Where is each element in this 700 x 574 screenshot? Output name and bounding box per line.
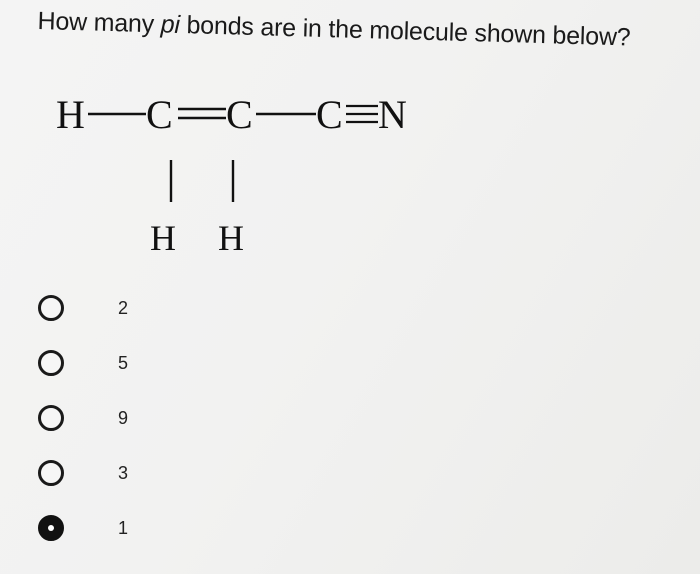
option-label: 2	[118, 297, 129, 318]
molecule-structure	[50, 84, 430, 274]
question-text	[37, 6, 678, 54]
atom-c-3: C	[316, 92, 343, 137]
radio-button[interactable]	[38, 405, 64, 431]
option-3[interactable]	[38, 455, 128, 491]
question-pi: pi	[160, 10, 181, 39]
option-label: 1	[118, 517, 129, 538]
question-prefix: How many	[37, 6, 162, 39]
option-2[interactable]	[38, 290, 128, 326]
atom-c-2: C	[226, 92, 253, 137]
option-label: 9	[118, 407, 129, 428]
option-1[interactable]	[38, 510, 128, 546]
atom-c-1: C	[146, 92, 173, 137]
radio-button-selected[interactable]	[38, 515, 64, 541]
radio-button[interactable]	[38, 350, 64, 376]
option-label: 5	[118, 352, 129, 373]
triple-bond-c3-n	[346, 106, 378, 122]
option-9[interactable]	[38, 400, 128, 436]
atom-n: N	[378, 92, 407, 137]
option-5[interactable]	[38, 345, 128, 381]
option-label: 3	[118, 462, 129, 483]
question-suffix: bonds are in the molecule shown below?	[179, 10, 631, 52]
double-bond-c1-c2	[178, 109, 226, 118]
radio-button[interactable]	[38, 460, 64, 486]
atom-h-bottom-2: H	[218, 218, 244, 258]
radio-button[interactable]	[38, 295, 64, 321]
atom-h-bottom-1: H	[150, 218, 176, 258]
atom-h-left: H	[56, 92, 85, 137]
